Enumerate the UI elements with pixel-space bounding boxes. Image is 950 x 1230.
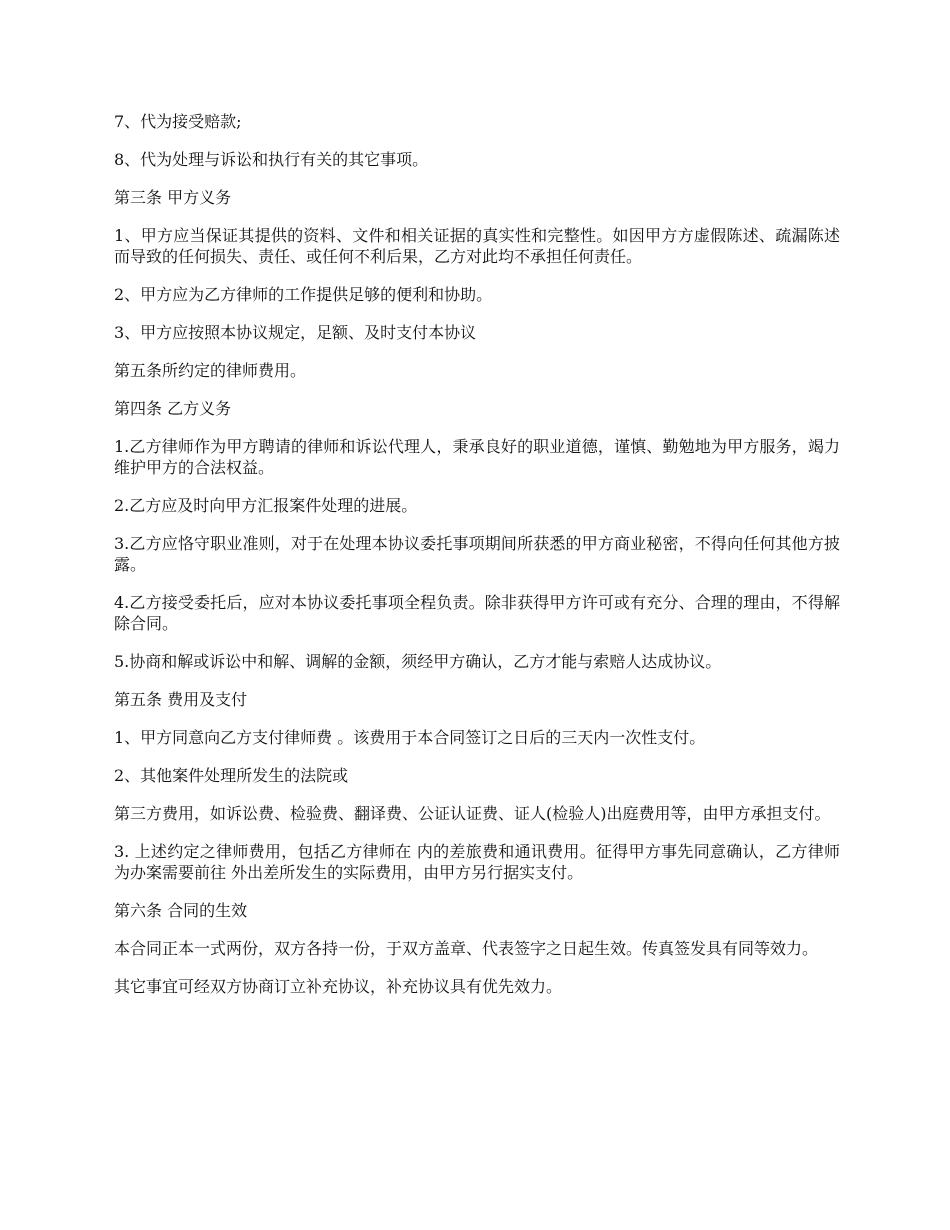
article-4-clause-1: 1.乙方律师作为甲方聘请的律师和诉讼代理人，秉承良好的职业道德，谨慎、勤勉地为甲方服务，竭力维护甲方的合法权益。	[114, 437, 840, 477]
article-4-clause-2: 2.乙方应及时向甲方汇报案件处理的进展。	[114, 496, 418, 515]
article-4-clause-5: 5.协商和解或诉讼中和解、调解的金额，须经甲方确认，乙方才能与索赔人达成协议。	[114, 652, 722, 671]
article-5-heading: 第五条 费用及支付	[114, 690, 248, 709]
article-4-heading: 第四条 乙方义务	[114, 399, 232, 418]
article-3-clause-1: 1、甲方应当保证其提供的资料、文件和相关证据的真实性和完整性。如因甲方方虚假陈述、疏漏陈述而导致的任何损失、责任、或任何不利后果，乙方对此均不承担任何责任。	[114, 226, 840, 266]
article-5-clause-2: 2、其他案件处理所发生的法院或	[114, 766, 349, 785]
article-5-clause-2-continued: 第三方费用，如诉讼费、检验费、翻译费、公证认证费、证人(检验人)出庭费用等，由甲方承担支付。	[114, 804, 831, 823]
article-6-heading: 第六条 合同的生效	[114, 901, 248, 920]
article-3-clause-3: 3、甲方应按照本协议规定，足额、及时支付本协议	[114, 323, 477, 342]
article-4-clause-4: 4.乙方接受委托后，应对本协议委托事项全程负责。除非获得甲方许可或有充分、合理的理由，不得解除合同。	[114, 593, 840, 633]
item-8-other-matters: 8、代为处理与诉讼和执行有关的其它事项。	[114, 150, 429, 169]
article-5-clause-1: 1、甲方同意向乙方支付律师费 。该费用于本合同签订之日后的三天内一次性支付。	[114, 728, 706, 747]
article-5-clause-3: 3. 上述约定之律师费用，包括乙方律师在 内的差旅费和通讯费用。征得甲方事先同意确认，乙方律师为办案需要前往 外出差所发生的实际费用，由甲方另行据实支付。	[114, 842, 840, 882]
article-3-clause-2: 2、甲方应为乙方律师的工作提供足够的便利和协助。	[114, 285, 493, 304]
article-3-heading: 第三条 甲方义务	[114, 188, 232, 207]
document-body	[114, 111, 840, 1014]
article-4-clause-3: 3.乙方应恪守职业准则，对于在处理本协议委托事项期间所获悉的甲方商业秘密，不得向任何其他方披露。	[114, 534, 840, 574]
item-7-accept-compensation: 7、代为接受赔款;	[114, 112, 242, 131]
article-6-clause-2: 其它事宜可经双方协商订立补充协议，补充协议具有优先效力。	[114, 977, 563, 996]
article-6-clause-1: 本合同正本一式两份，双方各持一份，于双方盖章、代表签字之日起生效。传真签发具有同等效力。	[114, 939, 819, 958]
article-3-clause-3-continued: 第五条所约定的律师费用。	[114, 361, 307, 380]
